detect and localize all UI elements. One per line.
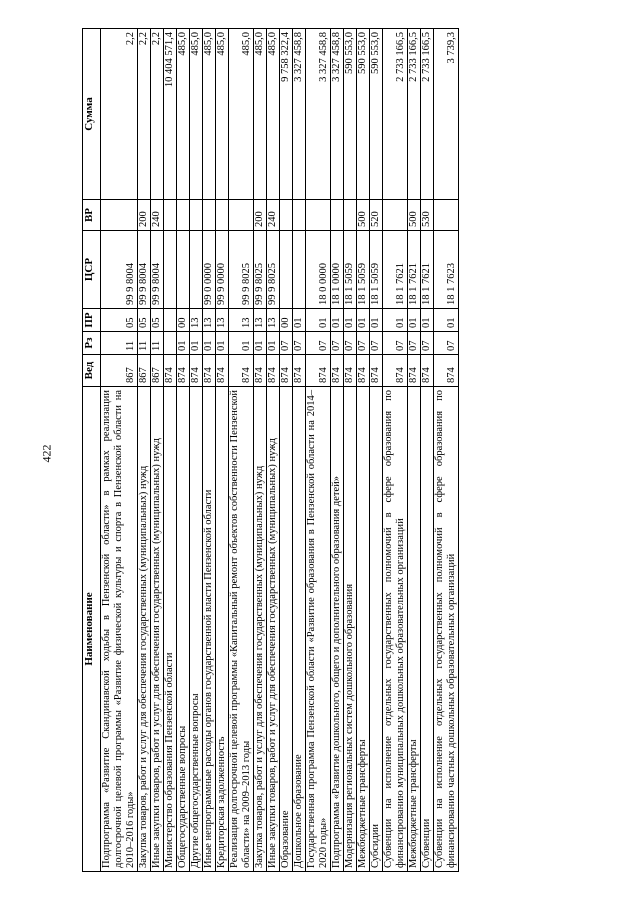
table-cell-csr: 18 1 7621 — [383, 231, 408, 309]
table-cell-csr: 18 1 7621 — [408, 231, 421, 309]
table-cell-ved: 874 — [177, 355, 190, 387]
table-cell-name: Кредиторская задолженность — [216, 387, 229, 872]
table-cell-sum: 485,0 — [229, 29, 254, 200]
table-cell-rz: 07 — [306, 332, 331, 355]
table-cell-sum: 485,0 — [203, 29, 216, 200]
table-cell-rz — [164, 332, 177, 355]
table-cell-rz: 07 — [331, 332, 344, 355]
table-cell-ved: 874 — [280, 355, 293, 387]
table-cell-rz: 07 — [280, 332, 293, 355]
header-csr: ЦСР — [83, 231, 101, 309]
table-cell-rz: 01 — [254, 332, 267, 355]
table-row — [344, 29, 357, 872]
table-row — [177, 29, 190, 872]
table-cell-name: Общегосударственные вопросы — [177, 387, 190, 872]
table-cell-rz: 01 — [229, 332, 254, 355]
table-cell-vr — [190, 200, 203, 231]
table-cell-pr: 01 — [434, 309, 459, 332]
table-cell-vr — [293, 200, 306, 231]
table-cell-ved: 867 — [138, 355, 151, 387]
table-row — [203, 29, 216, 872]
table-cell-name: Дошкольное образование — [293, 387, 306, 872]
table-cell-rz: 01 — [203, 332, 216, 355]
table-cell-pr — [164, 309, 177, 332]
table-cell-sum: 3 739,3 — [434, 29, 459, 200]
table-cell-vr — [434, 200, 459, 231]
table-cell-sum: 485,0 — [177, 29, 190, 200]
table-cell-name: Министерство образования Пензенской области — [164, 387, 177, 872]
table-cell-vr — [177, 200, 190, 231]
table-cell-ved: 874 — [370, 355, 383, 387]
table-cell-vr: 200 — [138, 200, 151, 231]
table-row — [164, 29, 177, 872]
table-cell-csr: 99 9 8025 — [267, 231, 280, 309]
rotated-table-container — [82, 29, 553, 872]
table-row — [370, 29, 383, 872]
table-cell-pr: 13 — [190, 309, 203, 332]
table-cell-vr — [164, 200, 177, 231]
table-row — [331, 29, 344, 872]
table-cell-name: Иные закупки товаров, работ и услуг для обеспечения государственных (муниципальных) нужд — [267, 387, 280, 872]
table-cell-sum: 9 758 322,4 — [280, 29, 293, 200]
budget-table — [82, 28, 459, 872]
table-cell-pr: 01 — [370, 309, 383, 332]
table-cell-vr: 240 — [151, 200, 164, 231]
table-cell-rz: 07 — [408, 332, 421, 355]
table-cell-csr: 18 1 5059 — [344, 231, 357, 309]
table-cell-rz: 07 — [383, 332, 408, 355]
table-cell-csr — [293, 231, 306, 309]
table-cell-pr: 01 — [383, 309, 408, 332]
table-cell-ved: 874 — [229, 355, 254, 387]
table-row — [190, 29, 203, 872]
table-cell-pr: 01 — [357, 309, 370, 332]
table-cell-vr — [216, 200, 229, 231]
table-cell-pr: 13 — [254, 309, 267, 332]
table-cell-ved: 874 — [408, 355, 421, 387]
table-cell-name: Закупка товаров, работ и услуг для обеспечения государственных (муниципальных) нужд — [138, 387, 151, 872]
table-cell-sum: 485,0 — [254, 29, 267, 200]
table-cell-ved: 874 — [331, 355, 344, 387]
table-cell-sum: 485,0 — [216, 29, 229, 200]
table-cell-vr — [203, 200, 216, 231]
table-cell-sum: 590 553,0 — [370, 29, 383, 200]
table-cell-ved: 874 — [383, 355, 408, 387]
table-row — [280, 29, 293, 872]
table-cell-name: Реализация долгосрочной целевой программы «Капитальный ремонт объектов собственности Пензенской области» на 2009–2013 годы — [229, 387, 254, 872]
table-cell-name: Образование — [280, 387, 293, 872]
table-cell-rz: 01 — [190, 332, 203, 355]
table-cell-csr: 99 9 8004 — [101, 231, 138, 309]
table-cell-ved: 874 — [421, 355, 434, 387]
table-cell-rz: 11 — [151, 332, 164, 355]
table-cell-vr — [229, 200, 254, 231]
table-cell-csr: 18 1 5059 — [370, 231, 383, 309]
table-cell-ved: 874 — [344, 355, 357, 387]
table-cell-vr: 520 — [370, 200, 383, 231]
table-cell-sum: 2 733 166,5 — [383, 29, 408, 200]
page-number: 422 — [39, 444, 54, 463]
table-cell-ved: 874 — [357, 355, 370, 387]
table-cell-csr — [190, 231, 203, 309]
table-cell-csr: 99 9 8004 — [138, 231, 151, 309]
table-cell-rz: 07 — [357, 332, 370, 355]
table-cell-vr — [101, 200, 138, 231]
table-cell-rz: 11 — [101, 332, 138, 355]
table-cell-ved: 874 — [164, 355, 177, 387]
table-row — [216, 29, 229, 872]
table-cell-pr: 01 — [344, 309, 357, 332]
table-cell-csr: 99 9 8025 — [254, 231, 267, 309]
table-cell-name: Субвенции — [421, 387, 434, 872]
table-cell-rz: 01 — [267, 332, 280, 355]
table-cell-sum: 2,2 — [101, 29, 138, 200]
table-cell-vr — [306, 200, 331, 231]
table-cell-name: Государственная программа Пензенской области «Развитие образования в Пензенской области на 2014–2020 годы» — [306, 387, 331, 872]
table-cell-csr — [164, 231, 177, 309]
table-cell-vr: 530 — [421, 200, 434, 231]
table-cell-sum: 3 327 458,8 — [306, 29, 331, 200]
table-cell-sum: 590 553,0 — [344, 29, 357, 200]
table-cell-rz: 01 — [177, 332, 190, 355]
table-cell-name: Иные непрограммные расходы органов государственной власти Пензенской области — [203, 387, 216, 872]
table-cell-vr — [344, 200, 357, 231]
table-cell-vr — [383, 200, 408, 231]
header-rz: Рз — [83, 332, 101, 355]
table-cell-ved: 874 — [434, 355, 459, 387]
header-ved: Вед — [83, 355, 101, 387]
table-cell-pr: 01 — [293, 309, 306, 332]
table-cell-ved: 867 — [101, 355, 138, 387]
header-name: Наименование — [83, 387, 101, 872]
table-cell-ved: 874 — [267, 355, 280, 387]
table-cell-sum: 2 733 166,5 — [421, 29, 434, 200]
table-row — [306, 29, 331, 872]
table-row — [408, 29, 421, 872]
table-cell-ved: 874 — [203, 355, 216, 387]
table-cell-sum: 2,2 — [138, 29, 151, 200]
table-cell-csr — [280, 231, 293, 309]
table-cell-name: Подпрограмма «Развитие Скандинавской ходьбы в Пензенской области» в рамках реализации долгосрочной целевой программы «Развитие физической культуры и спорта в Пензенской области на 2010–2016 годы» — [101, 387, 138, 872]
table-cell-pr: 01 — [306, 309, 331, 332]
table-cell-csr: 99 0 0000 — [203, 231, 216, 309]
table-cell-ved: 874 — [190, 355, 203, 387]
table-cell-pr: 13 — [267, 309, 280, 332]
table-cell-ved: 874 — [293, 355, 306, 387]
table-header-row — [83, 29, 101, 872]
table-cell-csr: 99 9 0000 — [216, 231, 229, 309]
table-cell-name: Межбюджетные трансферты — [357, 387, 370, 872]
table-cell-ved: 874 — [216, 355, 229, 387]
table-cell-csr — [177, 231, 190, 309]
table-cell-pr: 13 — [229, 309, 254, 332]
table-cell-name: Субвенции на исполнение отдельных государственных полномочий в сфере образования по финансированию частных дошкольных образовательных организаций — [434, 387, 459, 872]
table-cell-pr: 01 — [331, 309, 344, 332]
table-cell-csr: 99 9 8004 — [151, 231, 164, 309]
table-cell-csr: 18 1 0000 — [331, 231, 344, 309]
table-cell-csr: 18 1 7621 — [421, 231, 434, 309]
table-cell-pr: 01 — [421, 309, 434, 332]
table-cell-sum: 590 553,0 — [357, 29, 370, 200]
table-cell-pr: 13 — [216, 309, 229, 332]
table-cell-csr: 99 9 8025 — [229, 231, 254, 309]
table-row — [357, 29, 370, 872]
table-cell-pr: 01 — [408, 309, 421, 332]
header-sum: Сумма — [83, 29, 101, 200]
table-row — [267, 29, 280, 872]
table-cell-name: Другие общегосударственные вопросы — [190, 387, 203, 872]
table-cell-rz: 01 — [216, 332, 229, 355]
table-cell-csr: 18 1 5059 — [357, 231, 370, 309]
table-row — [254, 29, 267, 872]
table-cell-sum: 2 733 166,5 — [408, 29, 421, 200]
table-cell-rz: 11 — [138, 332, 151, 355]
table-row — [101, 29, 138, 872]
table-cell-pr: 05 — [138, 309, 151, 332]
table-cell-name: Иные закупки товаров, работ и услуг для обеспечения государственных (муниципальных) нужд — [151, 387, 164, 872]
table-cell-rz: 07 — [370, 332, 383, 355]
table-row — [293, 29, 306, 872]
table-cell-name: Подпрограмма «Развитие дошкольного, общего и дополнительного образования детей» — [331, 387, 344, 872]
table-cell-sum: 10 404 571,4 — [164, 29, 177, 200]
table-cell-ved: 867 — [151, 355, 164, 387]
table-cell-pr: 05 — [101, 309, 138, 332]
table-cell-sum: 485,0 — [190, 29, 203, 200]
table-row — [151, 29, 164, 872]
header-vr: ВР — [83, 200, 101, 231]
table-cell-name: Субсидии — [370, 387, 383, 872]
table-cell-name: Субвенции на исполнение отдельных государственных полномочий в сфере образования по финансированию муниципальных дошкольных образовательных организаций — [383, 387, 408, 872]
table-cell-sum: 2,2 — [151, 29, 164, 200]
table-cell-name: Межбюджетные трансферты — [408, 387, 421, 872]
table-cell-vr — [331, 200, 344, 231]
table-cell-rz: 07 — [434, 332, 459, 355]
table-cell-vr: 200 — [254, 200, 267, 231]
table-cell-csr: 18 1 7623 — [434, 231, 459, 309]
table-cell-pr: 00 — [177, 309, 190, 332]
table-cell-csr: 18 0 0000 — [306, 231, 331, 309]
table-cell-pr: 13 — [203, 309, 216, 332]
table-cell-vr: 500 — [357, 200, 370, 231]
table-cell-sum: 485,0 — [267, 29, 280, 200]
table-cell-ved: 874 — [306, 355, 331, 387]
table-cell-rz: 07 — [344, 332, 357, 355]
table-row — [434, 29, 459, 872]
table-row — [383, 29, 408, 872]
table-cell-rz: 07 — [421, 332, 434, 355]
table-cell-vr — [280, 200, 293, 231]
table-row — [421, 29, 434, 872]
table-cell-name: Модернизация региональных систем дошкольного образования — [344, 387, 357, 872]
table-cell-ved: 874 — [254, 355, 267, 387]
table-row — [138, 29, 151, 872]
table-row — [229, 29, 254, 872]
table-cell-rz: 07 — [293, 332, 306, 355]
table-cell-pr: 00 — [280, 309, 293, 332]
table-cell-sum: 3 327 458,8 — [293, 29, 306, 200]
header-pr: ПР — [83, 309, 101, 332]
table-cell-sum: 3 327 458,8 — [331, 29, 344, 200]
table-cell-vr: 240 — [267, 200, 280, 231]
table-cell-pr: 05 — [151, 309, 164, 332]
table-cell-name: Закупка товаров, работ и услуг для обеспечения государственных (муниципальных) нужд — [254, 387, 267, 872]
table-cell-vr: 500 — [408, 200, 421, 231]
